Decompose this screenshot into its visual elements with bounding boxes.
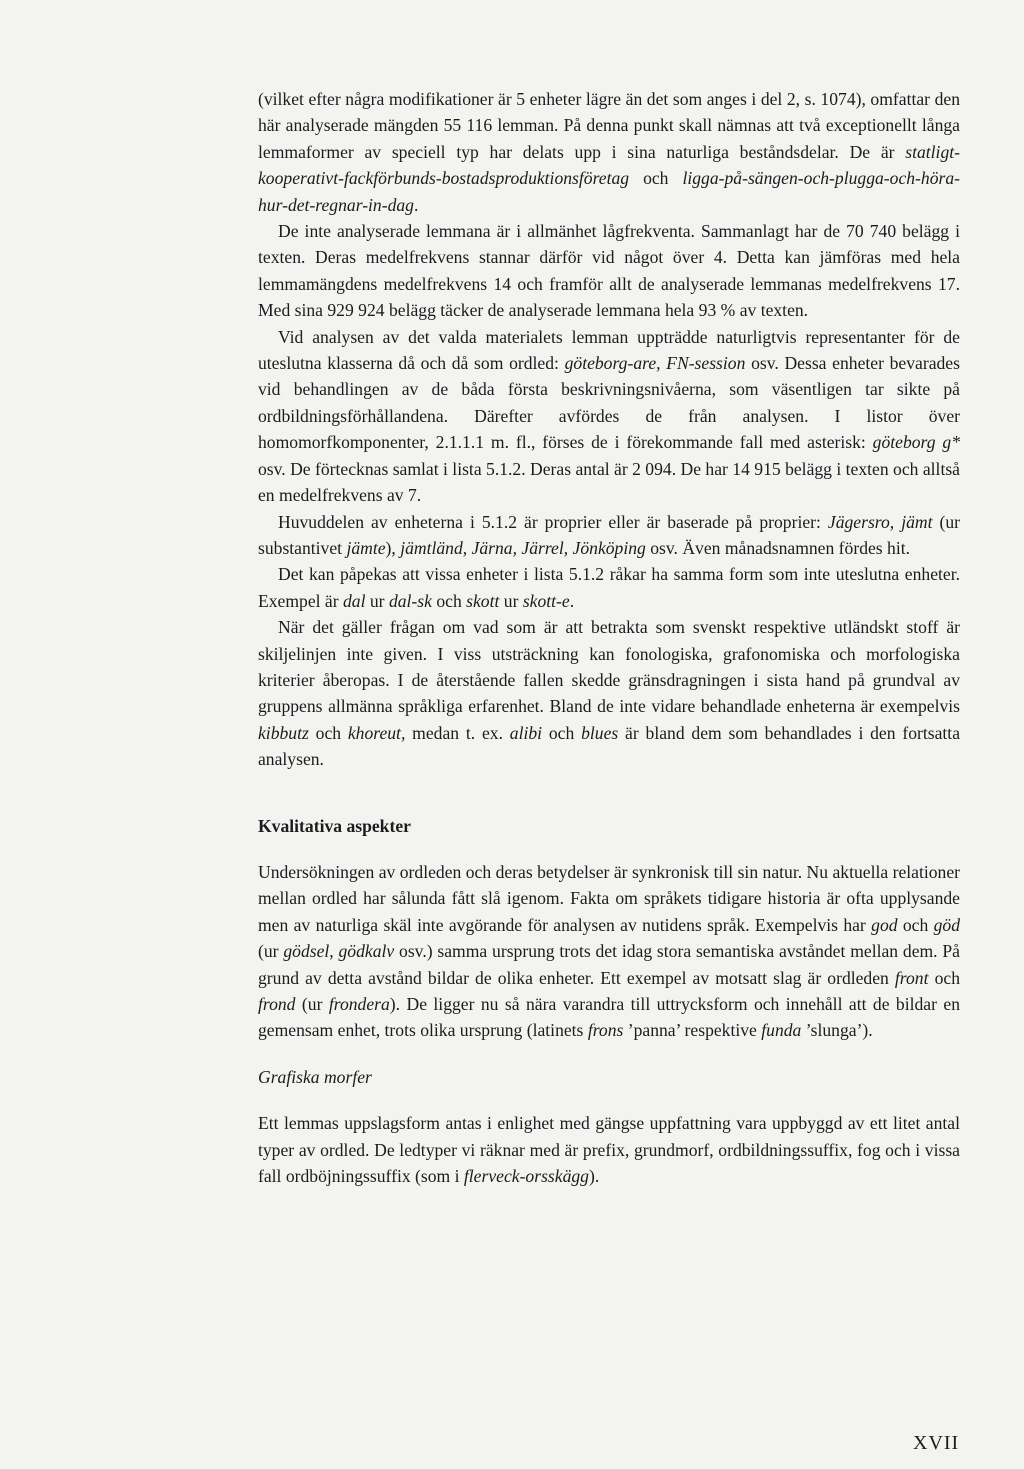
paragraph-kvalitativa: Undersökningen av ordleden och deras betydelser är synkronisk till sin natur. Nu aktuella relationer mellan ordled har sålunda fått slå igenom. Fakta om språkets tidigare historia är ofta upplysande men av naturliga skäl inte avgörande för analysen av nutidens språk. Exempelvis har god och göd (ur gödsel, gödkalv osv.) samma ursprung trots det idag stora semantiska avståndet mellan dem. På grund av detta avstånd bildar de olika enheter. Ett exempel av motsatt slag är ordleden front och frond (ur frondera). De ligger nu så nära varandra till uttrycksform och innehåll att de bildar en gemensam enhet, trots olika ursprung (latinets frons ’panna’ respektive funda ’slunga’). — [258, 861, 960, 1041]
paragraph-grafiska: Ett lemmas uppslagsform antas i enlighet med gängse uppfattning vara uppbyggd av ett litet antal typer av ordled. De ledtyper vi räknar med är prefix, grundmorf, ordbildningssuffix, fog och i vissa fall ordböjningssuffix (som i flerveck-orsskägg). — [258, 1113, 960, 1187]
page-body — [258, 86, 960, 1189]
paragraph-6: När det gäller frågan om vad som är att betrakta som svenskt respektive utländskt stoff är skiljelinjen inte given. I viss utsträckning kan fonologiska, grafonomiska och morfologiska kriterier åberopas. I de återstående fallen skedde gränsdragningen i sista hand på grundval av gruppens allmänna språkliga erfarenhet. Bland de inte vidare behandlade enheterna är exempelvis kibbutz och khoreut, medan t. ex. alibi och blues är bland dem som behandlades i den fortsatta analysen. — [258, 617, 960, 770]
paragraph-4: Huvuddelen av enheterna i 5.1.2 är proprier eller är baserade på proprier: Jägersro, jämt (ur substantivet jämte), jämtländ, Järna, Järrel, Jönköping osv. Även månadsnamnen fördes hit. — [258, 511, 960, 558]
paragraph-5: Det kan påpekas att vissa enheter i lista 5.1.2 råkar ha samma form som inte uteslutna enheter. Exempel är dal ur dal-sk och skott ur skott-e. — [258, 564, 960, 611]
paragraph-1: (vilket efter några modifikationer är 5 enheter lägre än det som anges i del 2, s. 1074), omfattar den här analyserade mängden 55 116 lemman. På denna punkt skall nämnas att två exceptionellt långa lemmaformer av speciell typ har delats upp i sina naturliga beståndsdelar. De är statligt-kooperativt-fackförbunds-bostadsproduktionsföretag och ligga-på-sängen-och-plugga-och-höra-hur-det-regnar-in-dag. — [258, 89, 960, 215]
paragraph-3: Vid analysen av det valda materialets lemman uppträdde naturligtvis representanter för de uteslutna klasserna då och då som ordled: göteborg-are, FN-session osv. Dessa enheter bevarades vid behandlingen av de båda första beskrivningsnivåerna, som väsentligen tar sikte på ordbildningsförhållandena. Därefter avfördes de från analysen. I listor över homomorfkomponenter, 2.1.1.1 m. fl., förses de i förekommande fall med asterisk: göteborg g* osv. De förtecknas samlat i lista 5.1.2. Deras antal är 2 094. De har 14 915 belägg i texten och alltså en medelfrekvens av 7. — [258, 326, 960, 506]
section-heading-kvalitativa-aspekter: Kvalitativa aspekter — [258, 815, 411, 836]
page-number: XVII — [913, 1432, 960, 1454]
subsection-heading-grafiska-morfer: Grafiska morfer — [258, 1066, 372, 1087]
paragraph-2: De inte analyserade lemmana är i allmänhet lågfrekventa. Sammanlagt har de 70 740 belägg i texten. Deras medelfrekvens stannar därför vid något över 4. Detta kan jämföras med hela lemmamängdens medelfrekvens 14 och framför allt de analyserade lemmanas medelfrekvens 17. Med sina 929 924 belägg täcker de analyserade lemmana hela 93 % av texten. — [258, 221, 960, 321]
